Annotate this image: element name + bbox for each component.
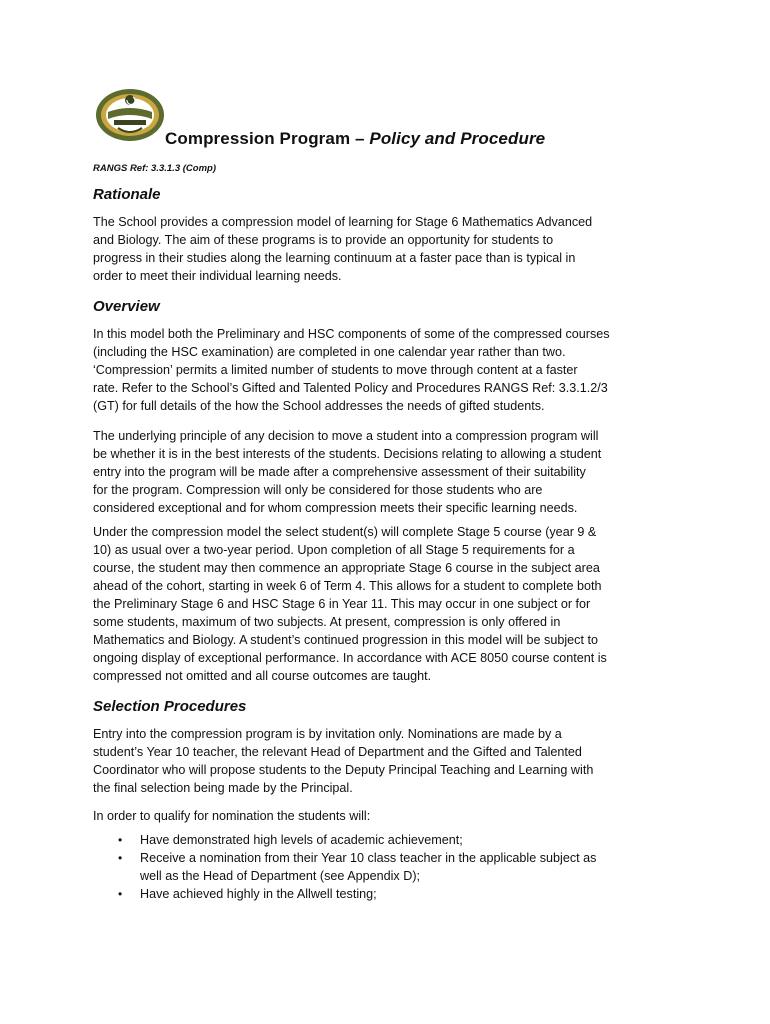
text-line: In this model both the Preliminary and HSC components of some of the compressed courses <box>93 327 610 341</box>
text-line: ‘Compression’ permits a limited number of students to move through content at a faster <box>93 363 578 377</box>
list-item-text: well as the Head of Department (see Appendix D); <box>140 869 421 883</box>
overview-paragraph-3 <box>93 523 688 685</box>
list-item <box>93 885 688 903</box>
text-line: the final selection being made by the Principal. <box>93 781 353 795</box>
text-line: entry into the program will be made after a comprehensive assessment of their suitability <box>93 465 586 479</box>
text-line: considered exceptional and for whom compression meets their specific learning needs. <box>93 501 578 515</box>
text-line: Entry into the compression program is by invitation only. Nominations are made by a <box>93 727 562 741</box>
overview-paragraph-2 <box>93 427 688 517</box>
title-italic: Policy and Procedure <box>369 129 546 148</box>
selection-paragraph-1 <box>93 725 688 797</box>
text-line: be whether it is in the best interests of the students. Decisions relating to allowing a student <box>93 447 602 461</box>
rationale-paragraph <box>93 213 688 285</box>
document-body <box>93 183 688 903</box>
text-line: the Preliminary Stage 6 and HSC Stage 6 in Year 11. This may occur in one subject or for <box>93 597 591 611</box>
text-line: Under the compression model the select student(s) will complete Stage 5 course (year 9 & <box>93 525 597 539</box>
overview-heading: Overview <box>93 298 160 315</box>
text-line: ongoing display of exceptional performance. In accordance with ACE 8050 course content is <box>93 651 607 665</box>
text-line: course, the student may then commence an appropriate Stage 6 course in the subject area <box>93 561 600 575</box>
text-line: The underlying principle of any decision to move a student into a compression program will <box>93 429 599 443</box>
qualification-list <box>93 831 688 903</box>
bullet-icon: • <box>118 833 123 847</box>
list-item <box>93 849 688 885</box>
text-line: (including the HSC examination) are completed in one calendar year rather than two. <box>93 345 566 359</box>
selection-procedures-heading: Selection Procedures <box>93 698 247 715</box>
list-item-text: Have achieved highly in the Allwell testing; <box>140 887 377 901</box>
school-crest-logo <box>94 86 166 144</box>
selection-paragraph-2: In order to qualify for nomination the students will: <box>93 809 371 823</box>
text-line: ahead of the cohort, starting in week 6 of Term 4. This allows for a student to complete both <box>93 579 602 593</box>
text-line: Mathematics and Biology. A student’s continued progression in this model will be subject to <box>93 633 598 647</box>
title-main: Compression Program – <box>165 129 370 148</box>
list-item <box>93 831 688 849</box>
list-item-text: Receive a nomination from their Year 10 class teacher in the applicable subject as <box>140 851 597 865</box>
text-line: and Biology. The aim of these programs is to provide an opportunity for students to <box>93 233 554 247</box>
text-line: 10) as usual over a two-year period. Upon completion of all Stage 5 requirements for a <box>93 543 575 557</box>
text-line: compressed not omitted and all course outcomes are taught. <box>93 669 432 683</box>
text-line: progress in their studies along the learning continuum at a faster pace than is typical in <box>93 251 576 265</box>
text-line: rate. Refer to the School’s Gifted and Talented Policy and Procedures RANGS Ref: 3.3.1.2/3 <box>93 381 608 395</box>
bullet-icon: • <box>118 851 123 865</box>
overview-paragraph-1 <box>93 325 688 415</box>
text-line: The School provides a compression model of learning for Stage 6 Mathematics Advanced <box>93 215 593 229</box>
text-line: (GT) for full details of the how the School addresses the needs of gifted students. <box>93 399 545 413</box>
rationale-heading: Rationale <box>93 186 161 203</box>
text-line: student’s Year 10 teacher, the relevant Head of Department and the Gifted and Talented <box>93 745 582 759</box>
reference-code: RANGS Ref: 3.3.1.3 (Comp) <box>93 163 216 174</box>
text-line: order to meet their individual learning needs. <box>93 269 342 283</box>
list-item-text: Have demonstrated high levels of academic achievement; <box>140 833 463 847</box>
bullet-icon: • <box>118 887 123 901</box>
document-title <box>165 129 545 149</box>
text-line: some students, maximum of two subjects. At present, compression is only offered in <box>93 615 561 629</box>
text-line: for the program. Compression will only be considered for those students who are <box>93 483 543 497</box>
text-line: Coordinator who will propose students to the Deputy Principal Teaching and Learning with <box>93 763 594 777</box>
